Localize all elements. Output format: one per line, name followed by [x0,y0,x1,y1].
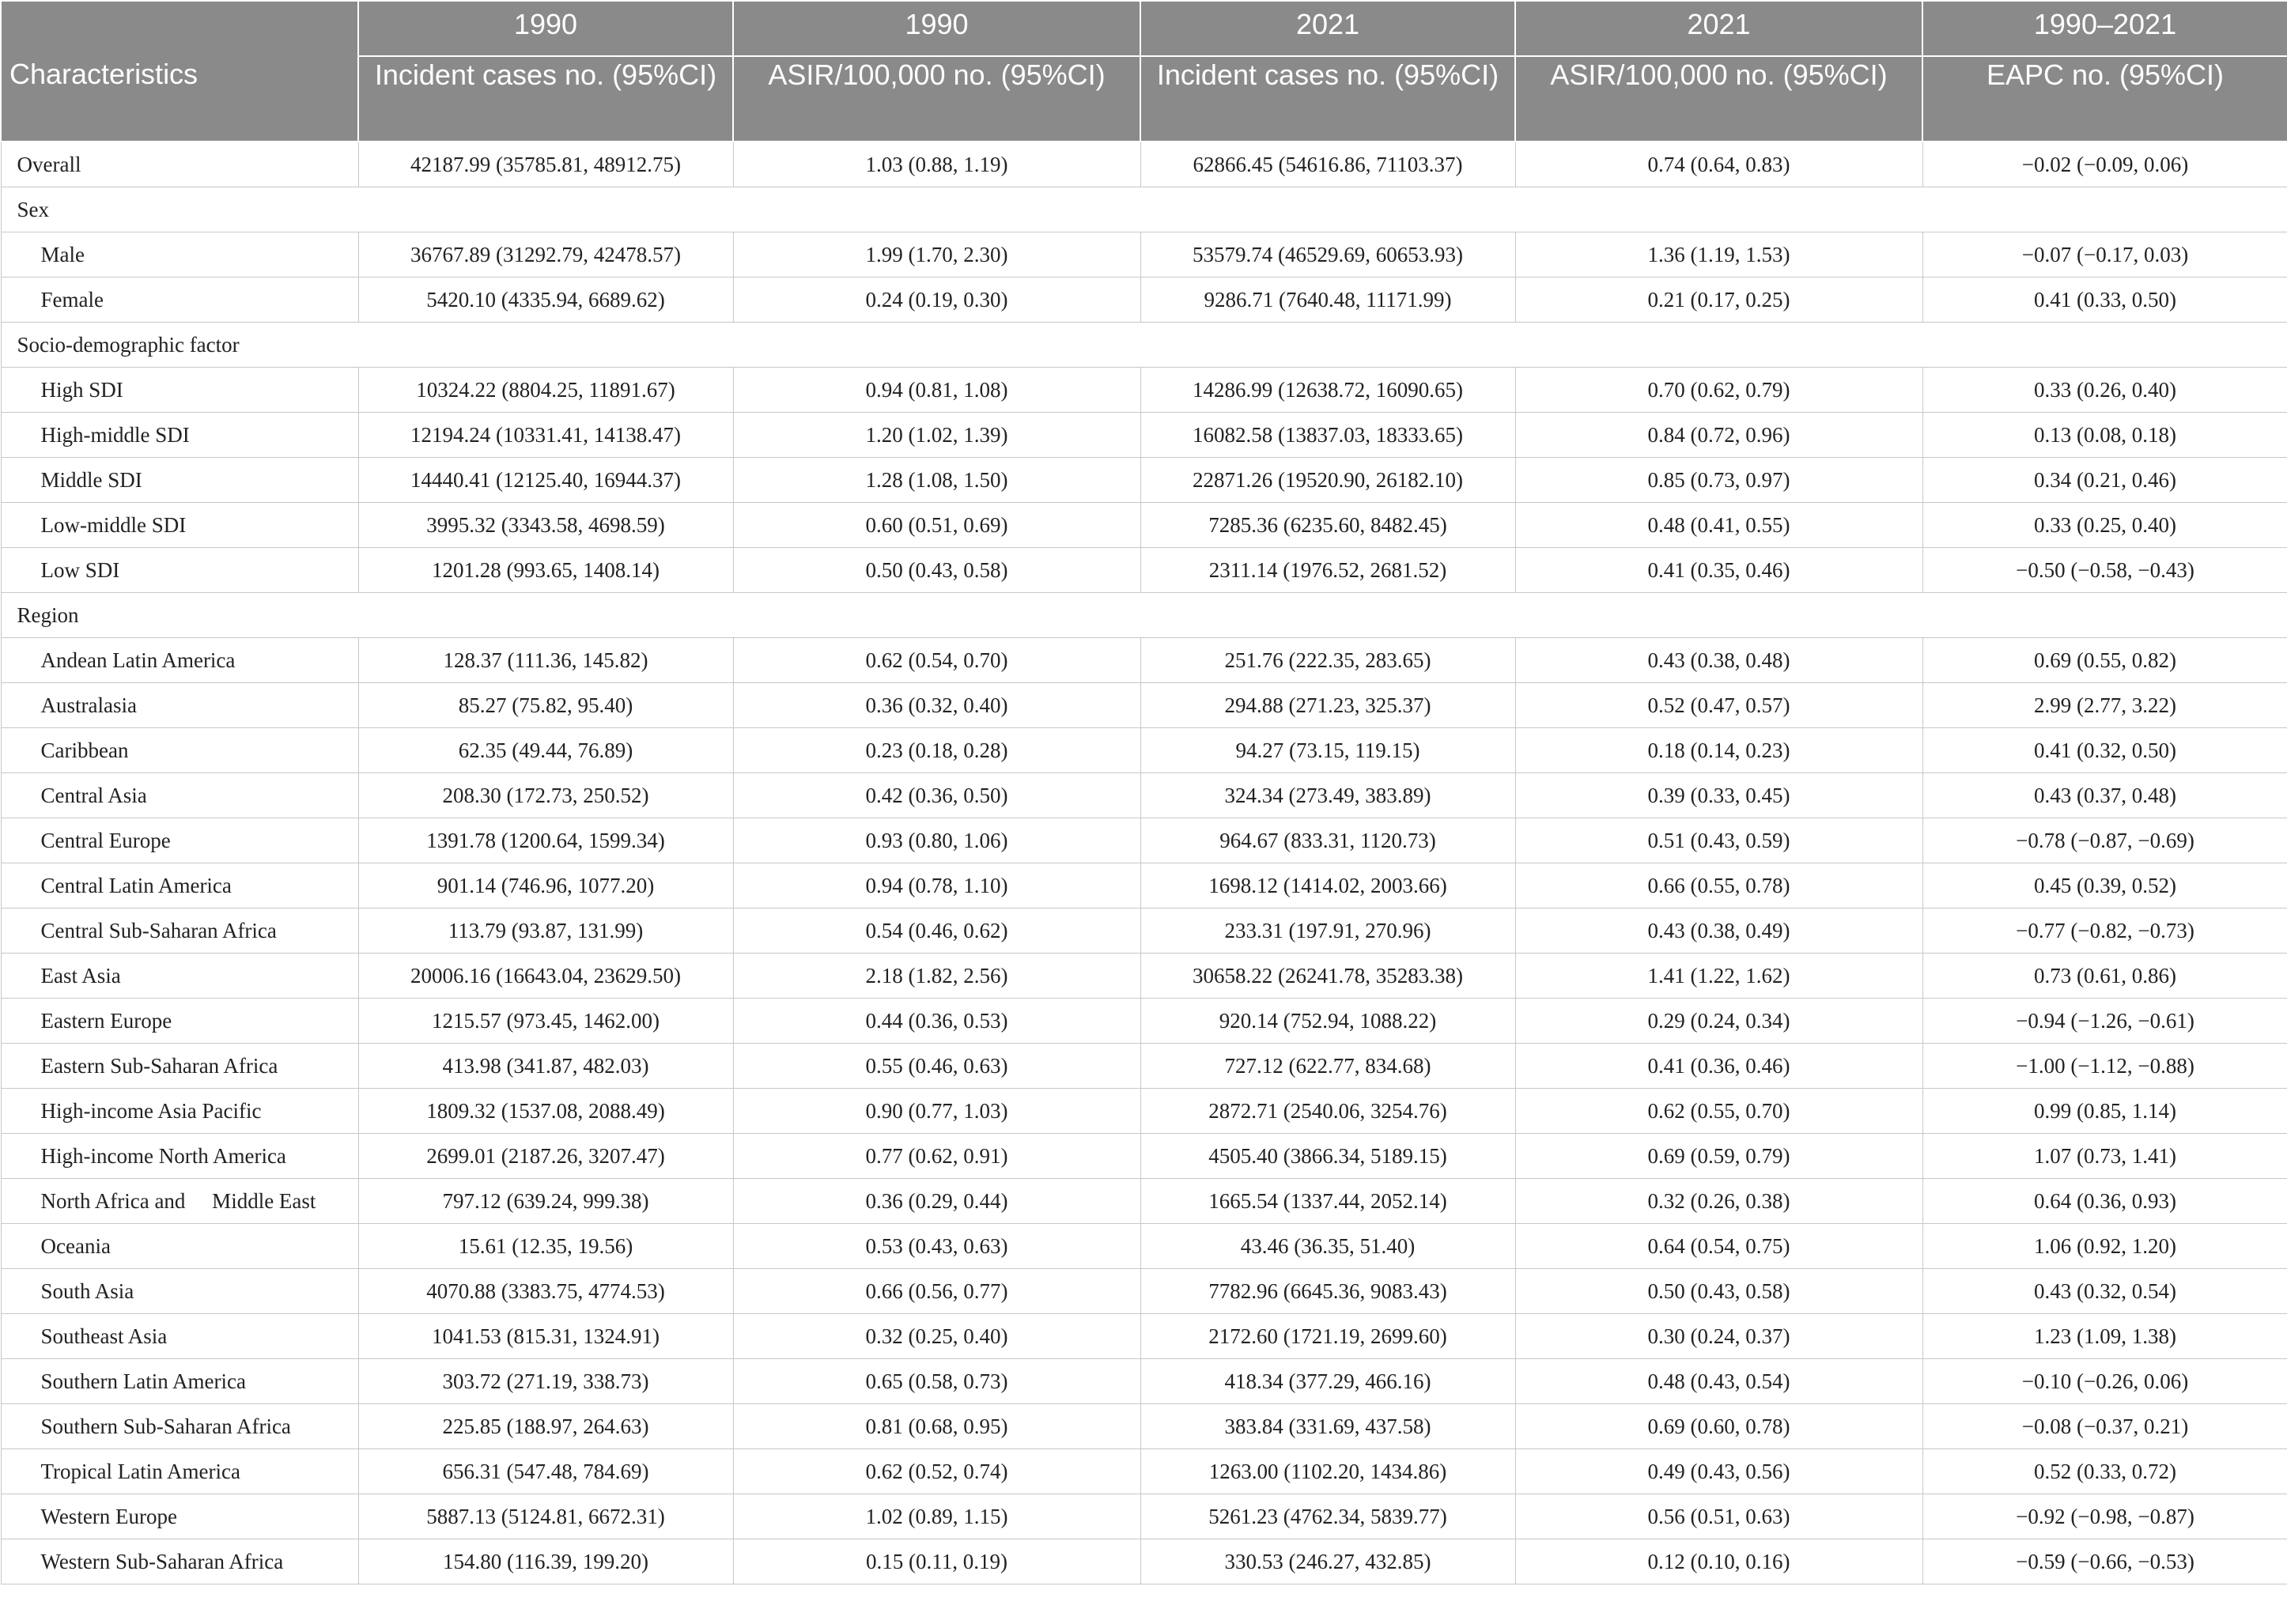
table-cell: 208.30 (172.73, 250.52) [358,773,733,818]
table-cell: 5261.23 (4762.34, 5839.77) [1140,1494,1515,1539]
table-cell: 1.23 (1.09, 1.38) [1922,1314,2287,1359]
table-row [1,548,2287,593]
table-cell: 0.41 (0.35, 0.46) [1515,548,1922,593]
table-cell: 7285.36 (6235.60, 8482.45) [1140,503,1515,548]
year-header-3: 2021 [1140,1,1515,56]
table-cell: −0.92 (−0.98, −0.87) [1922,1494,2287,1539]
table-cell: 0.93 (0.80, 1.06) [733,818,1140,863]
table-cell: 0.55 (0.46, 0.63) [733,1044,1140,1089]
table-cell: 1698.12 (1414.02, 2003.66) [1140,863,1515,908]
table-cell: 30658.22 (26241.78, 35283.38) [1140,954,1515,999]
row-label: South Asia [1,1269,358,1314]
row-label: Central Latin America [1,863,358,908]
row-label: Low SDI [1,548,358,593]
table-cell: 0.60 (0.51, 0.69) [733,503,1140,548]
table-cell: 42187.99 (35785.81, 48912.75) [358,142,733,187]
row-label: Central Asia [1,773,358,818]
table-cell: 0.70 (0.62, 0.79) [1515,368,1922,413]
table-cell: 1809.32 (1537.08, 2088.49) [358,1089,733,1134]
table-cell: 656.31 (547.48, 784.69) [358,1449,733,1494]
table-cell: 62.35 (49.44, 76.89) [358,728,733,773]
metric-header-asir-2021: ASIR/100,000 no. (95%CI) [1515,56,1922,142]
table-cell: 113.79 (93.87, 131.99) [358,908,733,954]
table-cell: 0.69 (0.60, 0.78) [1515,1404,1922,1449]
table-cell: 727.12 (622.77, 834.68) [1140,1044,1515,1089]
year-header-4: 2021 [1515,1,1922,56]
table-cell: 2.18 (1.82, 2.56) [733,954,1140,999]
row-label: Overall [1,142,358,187]
table-cell: 0.85 (0.73, 0.97) [1515,458,1922,503]
table-cell: 14286.99 (12638.72, 16090.65) [1140,368,1515,413]
table-cell: 1.36 (1.19, 1.53) [1515,232,1922,278]
metric-header-incident-2021: Incident cases no. (95%CI) [1140,56,1515,142]
table-row [1,999,2287,1044]
table-cell: 2172.60 (1721.19, 2699.60) [1140,1314,1515,1359]
characteristics-header: Characteristics [1,1,358,142]
table-cell: 251.76 (222.35, 283.65) [1140,638,1515,683]
table-row [1,1179,2287,1224]
table-cell: 1665.54 (1337.44, 2052.14) [1140,1179,1515,1224]
row-label: Western Sub-Saharan Africa [1,1539,358,1584]
table-cell: 0.84 (0.72, 0.96) [1515,413,1922,458]
table-row [1,1089,2287,1134]
row-label: Central Sub-Saharan Africa [1,908,358,954]
table-cell: 0.99 (0.85, 1.14) [1922,1089,2287,1134]
table-cell: 5887.13 (5124.81, 6672.31) [358,1494,733,1539]
table-row [1,1224,2287,1269]
table-row [1,1539,2287,1584]
table-cell: 0.24 (0.19, 0.30) [733,278,1140,323]
table-cell: −0.94 (−1.26, −0.61) [1922,999,2287,1044]
table-cell: 2872.71 (2540.06, 3254.76) [1140,1089,1515,1134]
table-cell: 0.62 (0.55, 0.70) [1515,1089,1922,1134]
table-row [1,1269,2287,1314]
table-cell: 0.90 (0.77, 1.03) [733,1089,1140,1134]
table-cell: 413.98 (341.87, 482.03) [358,1044,733,1089]
table-cell: 62866.45 (54616.86, 71103.37) [1140,142,1515,187]
table-cell: 0.30 (0.24, 0.37) [1515,1314,1922,1359]
table-cell: 1041.53 (815.31, 1324.91) [358,1314,733,1359]
table-row [1,1359,2287,1404]
table-cell: 0.36 (0.29, 0.44) [733,1179,1140,1224]
table-cell: 0.21 (0.17, 0.25) [1515,278,1922,323]
table-cell: 4505.40 (3866.34, 5189.15) [1140,1134,1515,1179]
table-cell: −0.02 (−0.09, 0.06) [1922,142,2287,187]
table-cell: 418.34 (377.29, 466.16) [1140,1359,1515,1404]
table-row [1,683,2287,728]
table-cell: 0.48 (0.43, 0.54) [1515,1359,1922,1404]
row-label: High-income Asia Pacific [1,1089,358,1134]
table-cell: 0.42 (0.36, 0.50) [733,773,1140,818]
table-row [1,232,2287,278]
table-cell: 330.53 (246.27, 432.85) [1140,1539,1515,1584]
table-cell: 0.18 (0.14, 0.23) [1515,728,1922,773]
table-row [1,142,2287,187]
row-label: Caribbean [1,728,358,773]
row-label: High-middle SDI [1,413,358,458]
table-cell: 1.28 (1.08, 1.50) [733,458,1140,503]
table-cell: 0.36 (0.32, 0.40) [733,683,1140,728]
table-cell: 12194.24 (10331.41, 14138.47) [358,413,733,458]
table-cell: −0.50 (−0.58, −0.43) [1922,548,2287,593]
table-cell: 0.66 (0.56, 0.77) [733,1269,1140,1314]
table-cell: 0.50 (0.43, 0.58) [733,548,1140,593]
section-row [1,593,2287,638]
table-row [1,1134,2287,1179]
table-cell: 1.02 (0.89, 1.15) [733,1494,1140,1539]
table-cell: −0.78 (−0.87, −0.69) [1922,818,2287,863]
row-label: High-income North America [1,1134,358,1179]
section-label: Region [1,593,2287,638]
table-cell: 10324.22 (8804.25, 11891.67) [358,368,733,413]
table-cell: 0.23 (0.18, 0.28) [733,728,1140,773]
table-cell: 0.69 (0.59, 0.79) [1515,1134,1922,1179]
table-cell: 0.43 (0.38, 0.49) [1515,908,1922,954]
table-cell: 9286.71 (7640.48, 11171.99) [1140,278,1515,323]
table-row [1,1404,2287,1449]
table-cell: 0.52 (0.33, 0.72) [1922,1449,2287,1494]
table-cell: 0.48 (0.41, 0.55) [1515,503,1922,548]
row-label: Middle SDI [1,458,358,503]
table-cell: 5420.10 (4335.94, 6689.62) [358,278,733,323]
table-cell: 0.52 (0.47, 0.57) [1515,683,1922,728]
table-row [1,368,2287,413]
table-cell: 2699.01 (2187.26, 3207.47) [358,1134,733,1179]
table-cell: 15.61 (12.35, 19.56) [358,1224,733,1269]
table-cell: 0.43 (0.37, 0.48) [1922,773,2287,818]
table-row [1,1494,2287,1539]
table-cell: −1.00 (−1.12, −0.88) [1922,1044,2287,1089]
table-cell: −0.10 (−0.26, 0.06) [1922,1359,2287,1404]
table-cell: 14440.41 (12125.40, 16944.37) [358,458,733,503]
metric-header-incident-1990: Incident cases no. (95%CI) [358,56,733,142]
table-cell: 797.12 (639.24, 999.38) [358,1179,733,1224]
table-cell: 0.74 (0.64, 0.83) [1515,142,1922,187]
year-header-1: 1990 [358,1,733,56]
table-cell: 85.27 (75.82, 95.40) [358,683,733,728]
table-body [1,142,2287,1584]
table-cell: 0.64 (0.54, 0.75) [1515,1224,1922,1269]
table-row [1,773,2287,818]
table-cell: 0.33 (0.26, 0.40) [1922,368,2287,413]
table-cell: 0.34 (0.21, 0.46) [1922,458,2287,503]
table-cell: 128.37 (111.36, 145.82) [358,638,733,683]
table-cell: 0.50 (0.43, 0.58) [1515,1269,1922,1314]
table-cell: 1.06 (0.92, 1.20) [1922,1224,2287,1269]
table-cell: 294.88 (271.23, 325.37) [1140,683,1515,728]
table-cell: 324.34 (273.49, 383.89) [1140,773,1515,818]
table-row [1,1314,2287,1359]
table-cell: 0.69 (0.55, 0.82) [1922,638,2287,683]
table-cell: 225.85 (188.97, 264.63) [358,1404,733,1449]
table-cell: 0.94 (0.81, 1.08) [733,368,1140,413]
table-cell: 2311.14 (1976.52, 2681.52) [1140,548,1515,593]
row-label: Male [1,232,358,278]
section-row [1,323,2287,368]
table-cell: 0.81 (0.68, 0.95) [733,1404,1140,1449]
table-cell: 0.73 (0.61, 0.86) [1922,954,2287,999]
table-cell: 1.20 (1.02, 1.39) [733,413,1140,458]
metric-header-asir-1990: ASIR/100,000 no. (95%CI) [733,56,1140,142]
table-cell: 154.80 (116.39, 199.20) [358,1539,733,1584]
table-cell: 36767.89 (31292.79, 42478.57) [358,232,733,278]
year-header-5: 1990–2021 [1922,1,2287,56]
table-cell: 0.32 (0.26, 0.38) [1515,1179,1922,1224]
table-cell: 43.46 (36.35, 51.40) [1140,1224,1515,1269]
table-cell: 0.32 (0.25, 0.40) [733,1314,1140,1359]
table-cell: 53579.74 (46529.69, 60653.93) [1140,232,1515,278]
row-label: Southern Sub-Saharan Africa [1,1404,358,1449]
row-label: Australasia [1,683,358,728]
table-cell: 233.31 (197.91, 270.96) [1140,908,1515,954]
table-cell: 901.14 (746.96, 1077.20) [358,863,733,908]
table-cell: 0.66 (0.55, 0.78) [1515,863,1922,908]
table-cell: 94.27 (73.15, 119.15) [1140,728,1515,773]
table-row [1,728,2287,773]
table-cell: 0.44 (0.36, 0.53) [733,999,1140,1044]
table-cell: −0.08 (−0.37, 0.21) [1922,1404,2287,1449]
table-cell: 20006.16 (16643.04, 23629.50) [358,954,733,999]
row-label: East Asia [1,954,358,999]
table-cell: 0.51 (0.43, 0.59) [1515,818,1922,863]
table-cell: 0.13 (0.08, 0.18) [1922,413,2287,458]
table-row [1,278,2287,323]
row-label: Low-middle SDI [1,503,358,548]
table-cell: 3995.32 (3343.58, 4698.59) [358,503,733,548]
row-label: Eastern Sub-Saharan Africa [1,1044,358,1089]
table-cell: 1391.78 (1200.64, 1599.34) [358,818,733,863]
table-cell: 0.33 (0.25, 0.40) [1922,503,2287,548]
table-cell: 2.99 (2.77, 3.22) [1922,683,2287,728]
table-cell: −0.59 (−0.66, −0.53) [1922,1539,2287,1584]
table-cell: 0.62 (0.54, 0.70) [733,638,1140,683]
table-row [1,818,2287,863]
table-cell: 964.67 (833.31, 1120.73) [1140,818,1515,863]
table-cell: 0.49 (0.43, 0.56) [1515,1449,1922,1494]
row-label: Female [1,278,358,323]
table-cell: 1.41 (1.22, 1.62) [1515,954,1922,999]
table-row [1,908,2287,954]
table-cell: 383.84 (331.69, 437.58) [1140,1404,1515,1449]
table-cell: 0.43 (0.38, 0.48) [1515,638,1922,683]
table-cell: 7782.96 (6645.36, 9083.43) [1140,1269,1515,1314]
table-row [1,638,2287,683]
table-cell: −0.77 (−0.82, −0.73) [1922,908,2287,954]
table-row [1,1449,2287,1494]
table-cell: 0.65 (0.58, 0.73) [733,1359,1140,1404]
row-label: North Africa and Middle East [1,1179,358,1224]
row-label: High SDI [1,368,358,413]
table-cell: 1.07 (0.73, 1.41) [1922,1134,2287,1179]
table-row [1,458,2287,503]
table-cell: −0.07 (−0.17, 0.03) [1922,232,2287,278]
table-cell: 0.94 (0.78, 1.10) [733,863,1140,908]
table-row [1,863,2287,908]
row-label: Andean Latin America [1,638,358,683]
table-cell: 4070.88 (3383.75, 4774.53) [358,1269,733,1314]
row-label: Oceania [1,1224,358,1269]
table-cell: 0.15 (0.11, 0.19) [733,1539,1140,1584]
table-cell: 0.12 (0.10, 0.16) [1515,1539,1922,1584]
row-label: Southeast Asia [1,1314,358,1359]
table-row [1,413,2287,458]
table-cell: 0.41 (0.33, 0.50) [1922,278,2287,323]
table-cell: 303.72 (271.19, 338.73) [358,1359,733,1404]
table-cell: 0.53 (0.43, 0.63) [733,1224,1140,1269]
row-label: Tropical Latin America [1,1449,358,1494]
table-cell: 16082.58 (13837.03, 18333.65) [1140,413,1515,458]
table-cell: 0.43 (0.32, 0.54) [1922,1269,2287,1314]
table-cell: 1.03 (0.88, 1.19) [733,142,1140,187]
table-cell: 0.77 (0.62, 0.91) [733,1134,1140,1179]
section-label: Socio-demographic factor [1,323,2287,368]
table-cell: 1263.00 (1102.20, 1434.86) [1140,1449,1515,1494]
table-cell: 1201.28 (993.65, 1408.14) [358,548,733,593]
row-label: Eastern Europe [1,999,358,1044]
table-cell: 0.39 (0.33, 0.45) [1515,773,1922,818]
table-cell: 0.41 (0.32, 0.50) [1922,728,2287,773]
year-header-2: 1990 [733,1,1140,56]
table-cell: 1215.57 (973.45, 1462.00) [358,999,733,1044]
row-label: Western Europe [1,1494,358,1539]
row-label: Central Europe [1,818,358,863]
table-row [1,1044,2287,1089]
table-cell: 0.62 (0.52, 0.74) [733,1449,1140,1494]
table-header [1,1,2287,142]
section-row [1,187,2287,232]
table-cell: 0.64 (0.36, 0.93) [1922,1179,2287,1224]
table-cell: 0.29 (0.24, 0.34) [1515,999,1922,1044]
table-cell: 0.41 (0.36, 0.46) [1515,1044,1922,1089]
table-row [1,503,2287,548]
table-cell: 0.56 (0.51, 0.63) [1515,1494,1922,1539]
metric-header-eapc: EAPC no. (95%CI) [1922,56,2287,142]
table-cell: 1.99 (1.70, 2.30) [733,232,1140,278]
row-label: Southern Latin America [1,1359,358,1404]
table-cell: 920.14 (752.94, 1088.22) [1140,999,1515,1044]
section-label: Sex [1,187,2287,232]
table-cell: 22871.26 (19520.90, 26182.10) [1140,458,1515,503]
table-cell: 0.54 (0.46, 0.62) [733,908,1140,954]
table-row [1,954,2287,999]
table-cell: 0.45 (0.39, 0.52) [1922,863,2287,908]
